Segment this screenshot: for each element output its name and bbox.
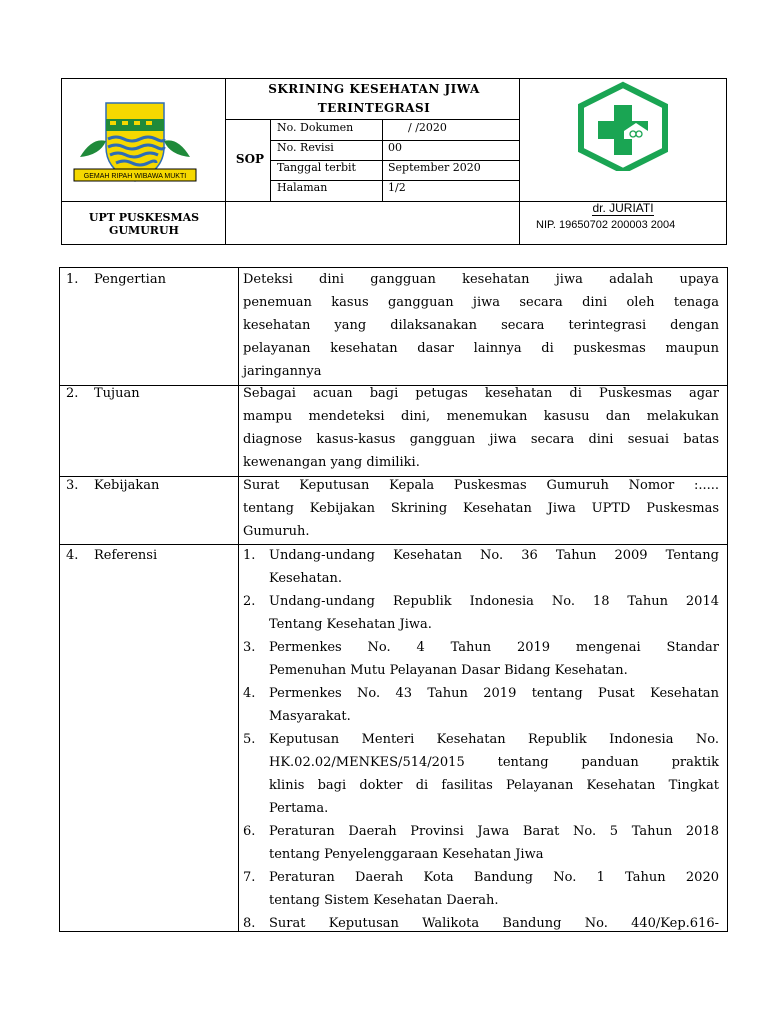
meta-key-dokumen: No. Dokumen [277,121,354,134]
organization-line2: GUMURUH [109,224,179,237]
section-text-tujuan [243,382,719,474]
section-label: Tujuan [94,386,140,401]
section-number: 1. [66,272,79,287]
text-line: Surat Keputusan Kepala Puskesmas Gumuruh Nomor :..... [243,478,719,493]
meta-value-revisi: 00 [388,141,402,154]
signer-name-wrapper [520,201,726,215]
text-line: penemuan kasus gangguan jiwa secara dini oleh tenaga [243,295,719,310]
text-line: diagnose kasus-kasus gangguan jiwa secara dini sesuai batas [243,432,719,447]
text-line: kesehatan yang dilaksanakan secara terintegrasi dengan [243,318,719,333]
section-label: Kebijakan [94,478,160,493]
section-number: 4. [66,548,79,563]
organization-name [62,211,226,237]
section-text-pengertian [243,268,719,383]
document-title-line1: SKRINING KESEHATAN JIWA [268,82,480,96]
text-line: Peraturan Daerah Provinsi Jawa Barat No. 5 Tahun 2018 [269,824,719,839]
signer-nip: NIP. 19650702 200003 2004 [536,219,676,231]
section-text-kebijakan [243,474,719,543]
text-line: Peraturan Daerah Kota Bandung No. 1 Tahun 2020 [269,870,719,885]
text-line: Permenkes No. 4 Tahun 2019 mengenai Standar [269,640,719,655]
text-line: Surat Keputusan Walikota Bandung No. 440/Kep.616- [269,916,719,931]
text-line: Permenkes No. 43 Tahun 2019 tentang Pusat Kesehatan [269,686,719,701]
organization-line1: UPT PUSKESMAS [88,211,200,224]
text-line: Masyarakat. [269,709,351,724]
text-line: Undang-undang Republik Indonesia No. 18 Tahun 2014 [269,594,719,609]
meta-key-tanggal: Tanggal terbit [277,161,356,174]
text-line: Undang-undang Kesehatan No. 36 Tahun 2009 Tentang [269,548,719,563]
section-number: 3. [66,478,79,493]
reference-number: 1. [243,548,256,563]
text-line: Sebagai acuan bagi petugas kesehatan di Puskesmas agar [243,386,719,401]
reference-number: 6. [243,824,256,839]
section-label-tujuan [66,382,140,405]
meta-value-dokumen: / /2020 [408,121,447,134]
document-title-line2: TERINTEGRASI [317,101,431,115]
meta-key-revisi: No. Revisi [277,141,334,154]
section-label-pengertian [66,268,166,291]
text-line: pelayanan kesehatan dasar lainnya di puskesmas maupun [243,341,719,356]
text-line: mampu mendeteksi dini, menemukan kasusu dan melakukan [243,409,719,424]
reference-number: 7. [243,870,256,885]
text-line: tentang Kebijakan Skrining Kesehatan Jiwa UPTD Puskesmas [243,501,719,516]
text-line: Deteksi dini gangguan kesehatan jiwa adalah upaya [243,272,719,287]
text-line: tentang Sistem Kesehatan Daerah. [269,893,499,908]
reference-number: 3. [243,640,256,655]
section-label-referensi [66,544,157,567]
text-line: jaringannya [243,364,322,379]
meta-key-halaman: Halaman [277,181,328,194]
section-label: Pengertian [94,272,166,287]
sop-content-table [59,267,728,932]
text-line: Tentang Kesehatan Jiwa. [269,617,432,632]
meta-value-tanggal: September 2020 [388,161,481,174]
text-line: klinis bagi dokter di fasilitas Pelayanan Kesehatan Tingkat [269,778,719,793]
puskesmas-logo-icon [570,79,676,171]
section-number: 2. [66,386,79,401]
reference-number: 8. [243,916,256,931]
section-label-kebijakan [66,474,159,497]
bandung-city-emblem-icon [70,97,200,189]
header-divider [382,119,383,201]
reference-number: 2. [243,594,256,609]
document-header [61,78,727,245]
sop-label: SOP [235,152,265,166]
text-line: HK.02.02/MENKES/514/2015 tentang panduan praktik [269,755,719,770]
signer-name: dr. JURIATI [592,201,654,215]
table-column-divider [238,268,239,931]
text-line: Kesehatan. [269,571,343,586]
header-divider [225,119,519,120]
reference-number: 4. [243,686,256,701]
text-line: kewenangan yang dimiliki. [243,455,420,470]
text-line: Keputusan Menteri Kesehatan Republik Indonesia No. [269,732,719,747]
text-line: Gumuruh. [243,524,310,539]
meta-value-halaman: 1/2 [388,181,406,194]
text-line: Pertama. [269,801,329,816]
emblem-motto: GEMAH RIPAH WIBAWA MUKTI [83,173,187,180]
text-line: tentang Penyelenggaraan Kesehatan Jiwa [269,847,544,862]
section-label: Referensi [94,548,158,563]
text-line: Pemenuhan Mutu Pelayanan Dasar Bidang Kesehatan. [269,663,628,678]
reference-number: 5. [243,732,256,747]
